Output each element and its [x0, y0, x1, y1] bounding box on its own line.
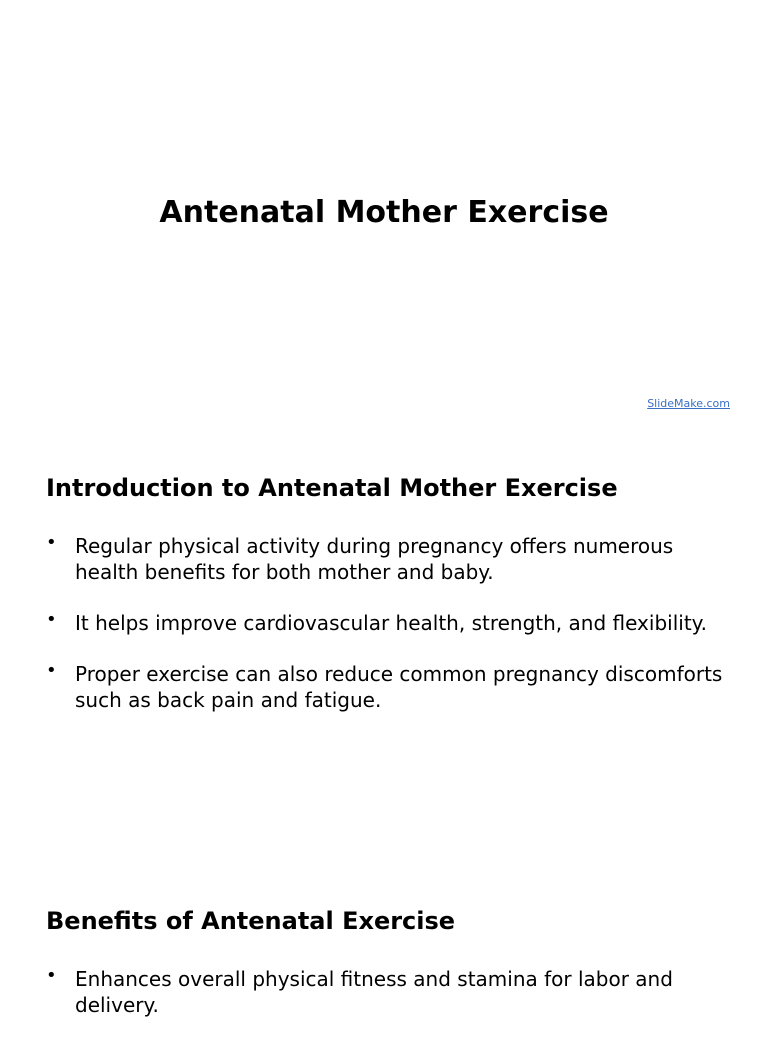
list-item	[46, 661, 736, 713]
bullet-icon: •	[46, 609, 57, 630]
list-item	[46, 966, 736, 1018]
bullet-text: Proper exercise can also reduce common pregnancy discomforts such as back pain and fatigue.	[75, 662, 723, 712]
list-item	[46, 533, 736, 585]
list-item	[46, 610, 736, 636]
bullet-icon: •	[46, 965, 57, 986]
bullet-icon: •	[46, 532, 57, 553]
bullet-list	[46, 533, 736, 713]
section-introduction	[46, 473, 736, 738]
bullet-icon: •	[46, 660, 57, 681]
page-title: Antenatal Mother Exercise	[159, 195, 609, 230]
bullet-text: Enhances overall physical fitness and stamina for labor and delivery.	[75, 967, 673, 1017]
bullet-text: It helps improve cardiovascular health, strength, and flexibility.	[75, 611, 708, 635]
section-heading: Benefits of Antenatal Exercise	[46, 907, 456, 935]
bullet-text: Regular physical activity during pregnancy offers numerous health benefits for both mother and baby.	[75, 534, 674, 584]
section-heading: Introduction to Antenatal Mother Exercise	[46, 474, 618, 502]
slidemake-link[interactable]: SlideMake.com	[647, 397, 730, 410]
bullet-list	[46, 966, 736, 1018]
section-benefits	[46, 906, 736, 1043]
